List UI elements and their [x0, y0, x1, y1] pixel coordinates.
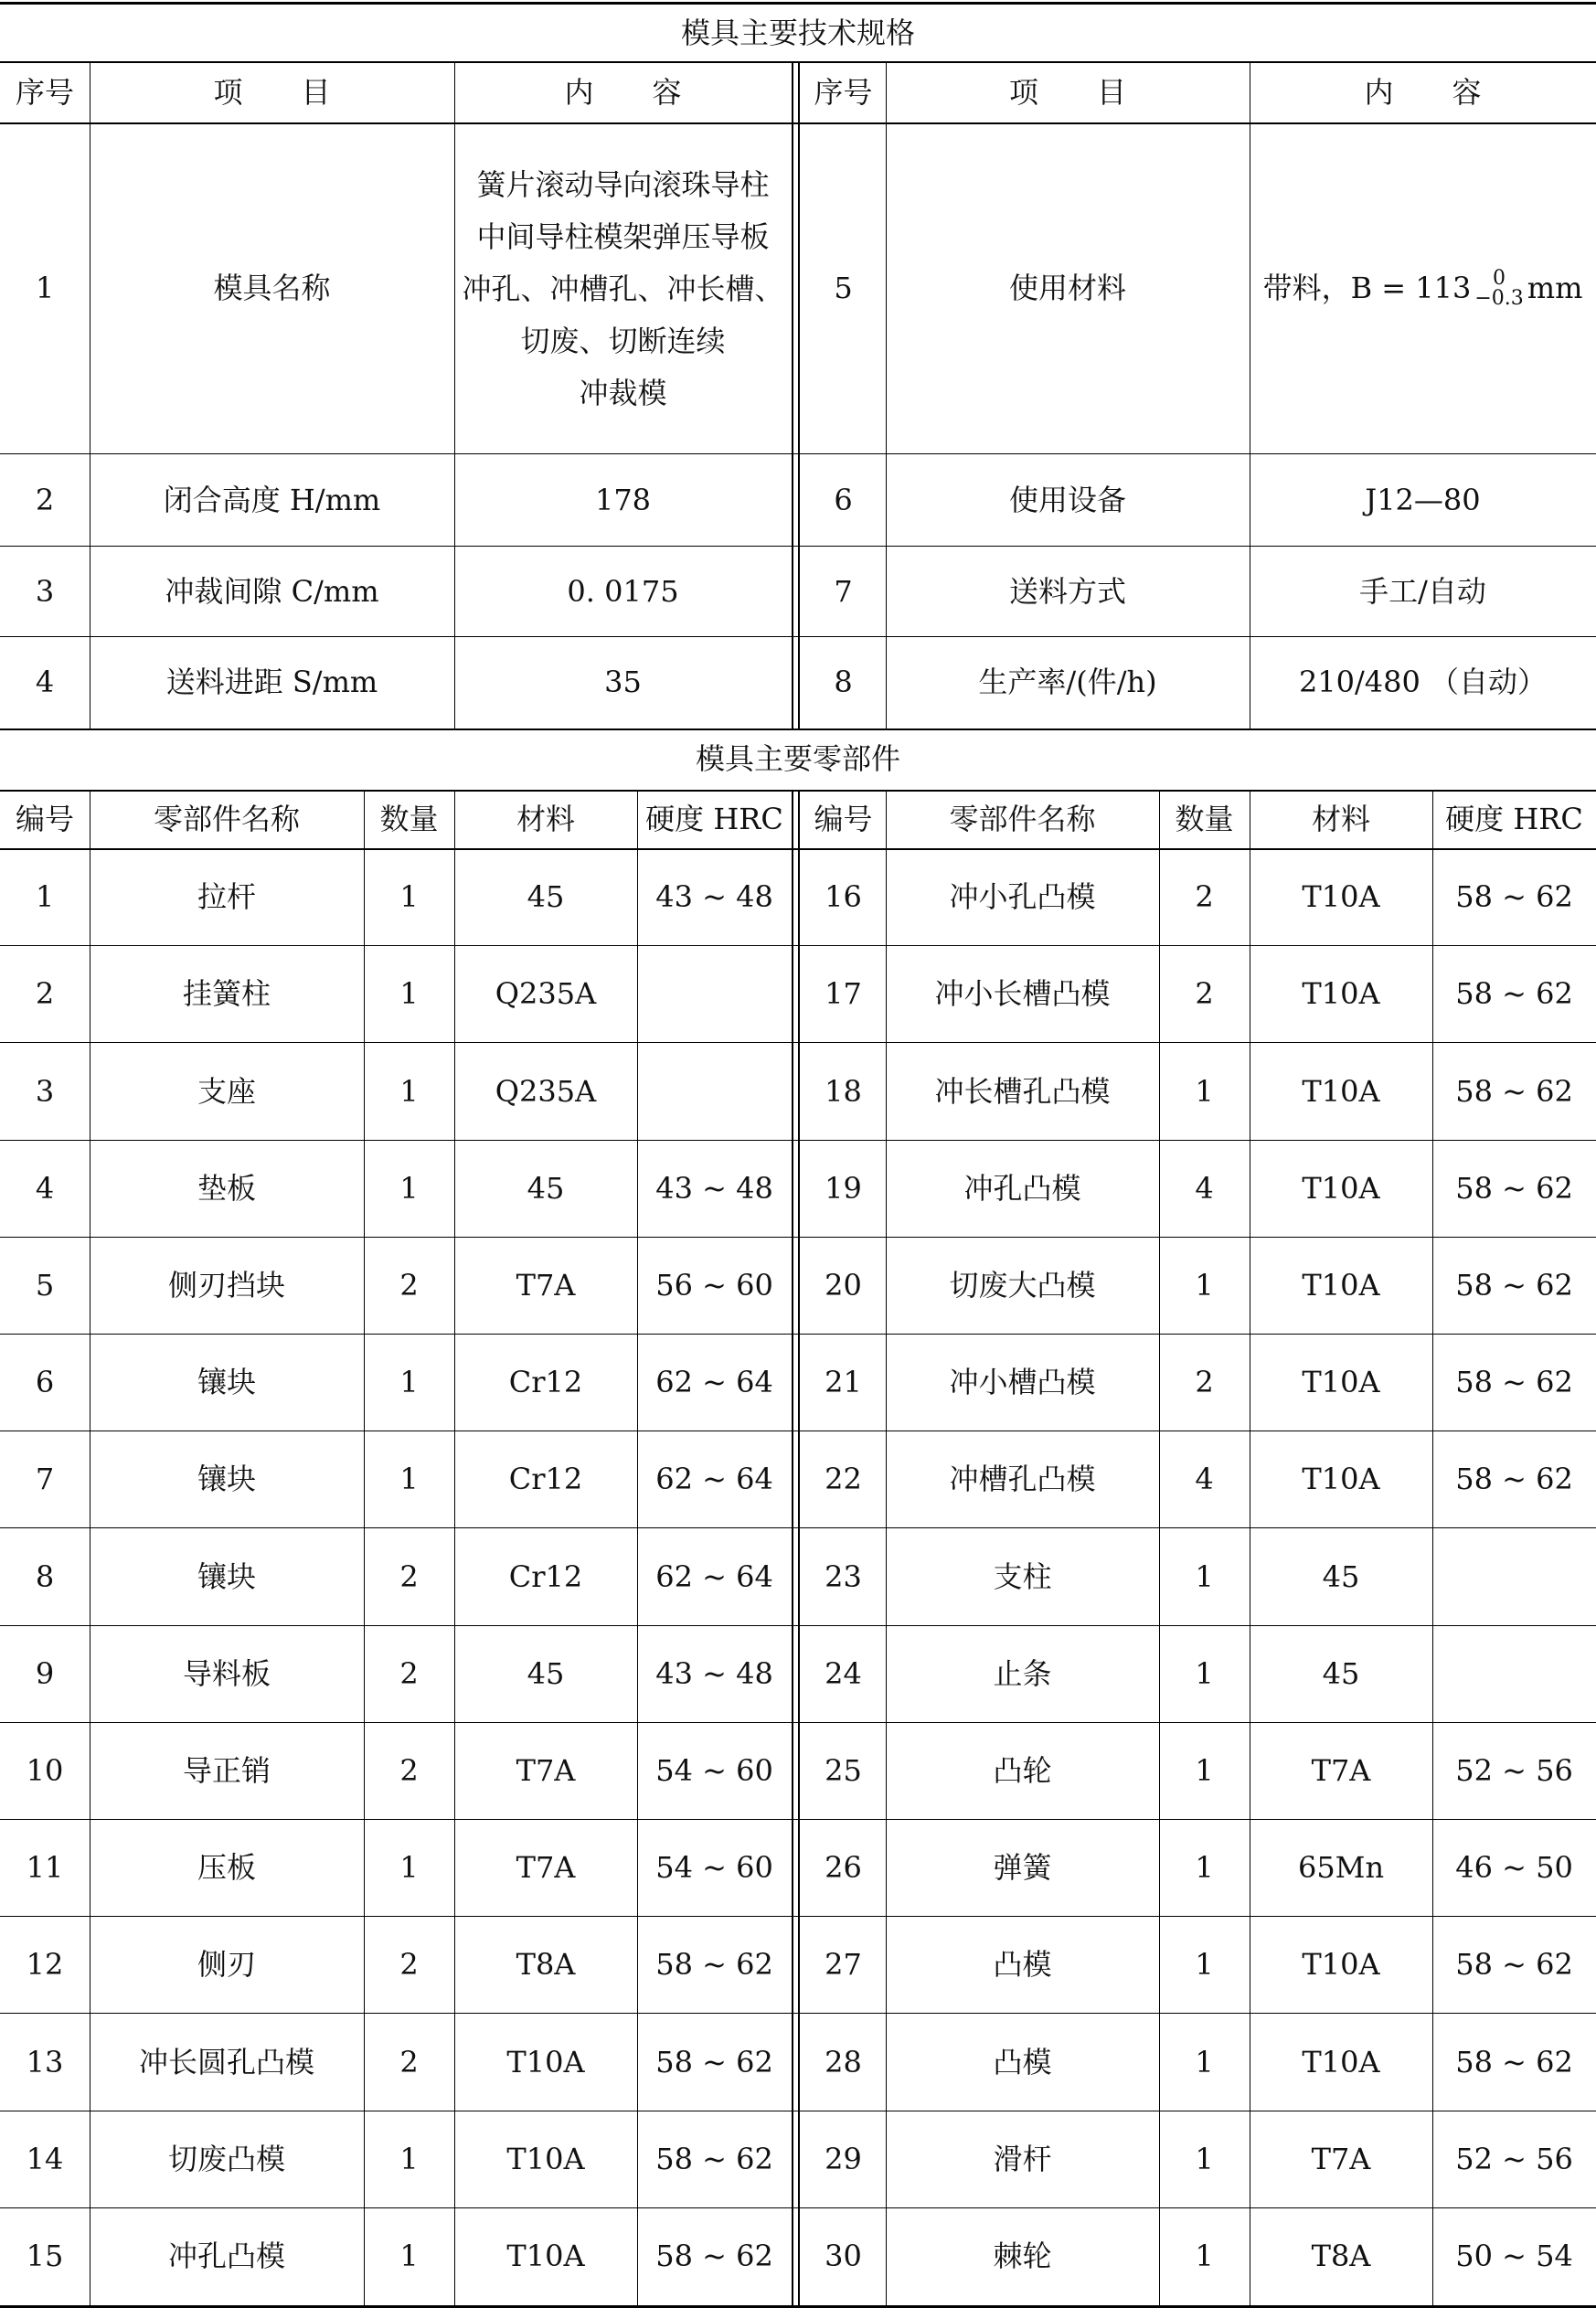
part-name: 凸轮 [993, 1753, 1052, 1789]
part-qty: 1 [399, 1365, 419, 1400]
part-hardness: 58 ~ 62 [655, 1947, 773, 1983]
spec-item: 使用设备 [1008, 482, 1126, 517]
spec-item: 生产率/(件/h) [978, 665, 1157, 700]
part-hardness: 58 ~ 62 [1455, 1073, 1573, 1109]
part-material: T10A [1302, 1365, 1380, 1400]
part-hardness: 46 ~ 50 [1455, 1850, 1573, 1886]
part-qty: 1 [1195, 1947, 1214, 1983]
material-text: 带料，B = 113 [1262, 271, 1472, 306]
part-no: 11 [26, 1850, 64, 1886]
spec-no: 1 [35, 271, 55, 306]
part-no: 25 [825, 1753, 862, 1789]
column-line [1432, 791, 1433, 2305]
part-material: 45 [1322, 1656, 1360, 1692]
part-name: 棘轮 [993, 2239, 1052, 2274]
part-no: 13 [26, 2044, 64, 2079]
part-hardness: 58 ~ 62 [655, 2044, 773, 2079]
part-name: 冲小孔凸模 [949, 879, 1096, 915]
part-hardness: 58 ~ 62 [1455, 1462, 1573, 1497]
part-hardness: 52 ~ 56 [1455, 1753, 1573, 1789]
column-line [886, 791, 887, 2305]
part-qty: 1 [1195, 1073, 1214, 1109]
part-qty: 2 [399, 1656, 419, 1692]
column-line [637, 791, 638, 2305]
part-material: T10A [1302, 1947, 1380, 1983]
part-hardness [1432, 1528, 1596, 1626]
part-qty: 1 [399, 1073, 419, 1109]
part-name: 侧刃挡块 [167, 1268, 285, 1303]
part-name: 支座 [197, 1073, 256, 1109]
part-material: 45 [527, 879, 565, 915]
parts-header-cell: 数量 [379, 802, 439, 837]
spec-item: 闭合高度 H/mm [163, 482, 381, 517]
parts-header-cell: 硬度 HRC [1445, 802, 1583, 837]
part-hardness: 50 ~ 54 [1455, 2239, 1573, 2274]
mold-name-line: 冲孔、冲槽孔、冲长槽、 [462, 271, 784, 306]
part-material: T8A [516, 1947, 576, 1983]
part-hardness: 58 ~ 62 [1455, 1947, 1573, 1983]
column-line [1159, 791, 1160, 2305]
part-qty: 2 [399, 1947, 419, 1983]
spec-item: 冲裁间隙 C/mm [165, 573, 379, 609]
mold-name-line: 切废、切断连续 [520, 323, 726, 358]
part-qty: 1 [399, 1171, 419, 1207]
spec-content: 210/480 （自动） [1298, 665, 1548, 700]
part-qty: 2 [1195, 976, 1214, 1012]
part-qty: 1 [1195, 1656, 1214, 1692]
parts-header-cell: 编号 [15, 802, 74, 837]
part-qty: 1 [1195, 2239, 1214, 2274]
part-no: 3 [35, 1073, 55, 1109]
part-name: 冲小长槽凸模 [934, 976, 1111, 1012]
part-material: T7A [516, 1268, 576, 1303]
part-no: 5 [35, 1268, 55, 1303]
part-no: 30 [825, 2239, 862, 2274]
spec-content-mold-name [454, 123, 792, 454]
part-no: 20 [825, 1268, 862, 1303]
tolerance-upper: 0 [1493, 267, 1506, 290]
parts-table-title: 模具主要零部件 [695, 741, 900, 776]
part-material: T10A [1302, 1171, 1380, 1207]
spec-no: 5 [834, 271, 853, 306]
part-material: T7A [516, 1753, 576, 1789]
part-material: T10A [506, 2044, 585, 2079]
part-qty: 2 [1195, 1365, 1214, 1400]
part-name: 冲孔凸模 [167, 2239, 285, 2274]
part-hardness: 58 ~ 62 [1455, 1268, 1573, 1303]
spec-no: 6 [834, 482, 853, 517]
part-qty: 1 [399, 1850, 419, 1886]
part-hardness: 62 ~ 64 [655, 1462, 773, 1497]
part-hardness: 58 ~ 62 [1455, 2044, 1573, 2079]
part-name: 切废凸模 [167, 2142, 285, 2177]
part-name: 挂簧柱 [182, 976, 271, 1012]
part-no: 10 [26, 1753, 64, 1789]
spec-content: 178 [594, 482, 652, 517]
part-qty: 2 [399, 1753, 419, 1789]
spec-no: 3 [35, 573, 55, 609]
part-hardness [637, 1043, 792, 1141]
part-material: T7A [1311, 2142, 1371, 2177]
part-qty: 4 [1195, 1462, 1214, 1497]
spec-header-cell: 项 目 [213, 74, 331, 110]
spec-item: 模具名称 [213, 271, 331, 306]
part-no: 18 [825, 1073, 862, 1109]
part-no: 19 [825, 1171, 862, 1207]
part-hardness: 62 ~ 64 [655, 1558, 773, 1594]
part-name: 压板 [197, 1850, 256, 1886]
part-no: 4 [35, 1171, 55, 1207]
spec-item: 使用材料 [1008, 271, 1126, 306]
part-name: 凸模 [993, 1947, 1052, 1983]
part-no: 2 [35, 976, 55, 1012]
part-material: 45 [527, 1171, 565, 1207]
part-hardness: 58 ~ 62 [1455, 976, 1573, 1012]
part-material: T10A [1302, 1073, 1380, 1109]
part-material: Cr12 [508, 1365, 583, 1400]
parts-header-cell: 材料 [1311, 802, 1370, 837]
column-line [798, 791, 800, 2305]
part-qty: 1 [1195, 1850, 1214, 1886]
column-line [792, 791, 793, 2305]
part-hardness [1432, 1626, 1596, 1723]
part-no: 9 [35, 1656, 55, 1692]
part-material: T10A [1302, 2044, 1380, 2079]
part-no: 6 [35, 1365, 55, 1400]
column-line [886, 62, 887, 729]
spec-item: 送料方式 [1008, 573, 1126, 609]
part-no: 14 [26, 2142, 64, 2177]
parts-header-cell: 材料 [516, 802, 575, 837]
mold-name-line: 冲裁模 [579, 375, 667, 410]
column-line [454, 791, 455, 2305]
part-name: 镶块 [197, 1365, 256, 1400]
part-material: T10A [1302, 976, 1380, 1012]
part-material: T7A [1311, 1753, 1371, 1789]
parts-header-cell: 数量 [1175, 802, 1234, 837]
parts-header-cell: 编号 [814, 802, 873, 837]
part-no: 7 [35, 1462, 55, 1497]
tolerance-stack [1474, 269, 1523, 309]
part-no: 29 [825, 2142, 862, 2177]
part-hardness: 58 ~ 62 [1455, 1365, 1573, 1400]
column-line [792, 62, 793, 729]
spec-no: 2 [35, 482, 55, 517]
part-name: 凸模 [993, 2044, 1052, 2079]
part-name: 导料板 [182, 1656, 271, 1692]
part-material: 45 [1322, 1558, 1360, 1594]
part-material: T8A [1311, 2239, 1371, 2274]
part-no: 1 [35, 879, 55, 915]
part-no: 23 [825, 1558, 862, 1594]
part-qty: 2 [399, 1268, 419, 1303]
part-no: 22 [825, 1462, 862, 1497]
part-qty: 1 [1195, 1753, 1214, 1789]
spec-content: J12—80 [1365, 482, 1481, 517]
part-name: 冲孔凸模 [963, 1171, 1081, 1207]
part-qty: 1 [399, 1462, 419, 1497]
spec-header-cell: 项 目 [1008, 74, 1126, 110]
part-material: T10A [1302, 1268, 1380, 1303]
part-qty: 2 [399, 2044, 419, 2079]
part-hardness: 54 ~ 60 [655, 1850, 773, 1886]
part-name: 侧刃 [197, 1947, 256, 1983]
spec-no: 7 [834, 573, 853, 609]
part-no: 24 [825, 1656, 862, 1692]
part-name: 滑杆 [993, 2142, 1052, 2177]
rule-line [0, 2, 1596, 5]
spec-no: 4 [35, 665, 55, 700]
spec-no: 8 [834, 665, 853, 700]
part-no: 28 [825, 2044, 862, 2079]
part-hardness: 58 ~ 62 [655, 2142, 773, 2177]
part-hardness: 43 ~ 48 [655, 1171, 773, 1207]
part-material: T10A [506, 2142, 585, 2177]
part-no: 12 [26, 1947, 64, 1983]
part-material: T10A [1302, 879, 1380, 915]
part-hardness: 58 ~ 62 [1455, 879, 1573, 915]
part-hardness: 58 ~ 62 [655, 2239, 773, 2274]
rule-line [0, 729, 1596, 730]
part-material: Cr12 [508, 1462, 583, 1497]
part-qty: 1 [399, 976, 419, 1012]
spec-content: 手工/自动 [1359, 573, 1486, 609]
part-no: 26 [825, 1850, 862, 1886]
part-material: 65Mn [1297, 1850, 1385, 1886]
mold-name-line: 中间导柱模架弹压导板 [476, 218, 770, 254]
spec-content-material [1250, 123, 1596, 454]
part-qty: 2 [399, 1558, 419, 1594]
spec-header-cell: 内 容 [1364, 74, 1482, 110]
part-no: 21 [825, 1365, 862, 1400]
part-qty: 1 [399, 2142, 419, 2177]
column-line [454, 62, 455, 729]
part-name: 切废大凸模 [949, 1268, 1096, 1303]
part-material: T10A [1302, 1462, 1380, 1497]
part-qty: 1 [1195, 2044, 1214, 2079]
spec-header-cell: 内 容 [564, 74, 682, 110]
spec-header-cell: 序号 [15, 74, 74, 110]
part-qty: 4 [1195, 1171, 1214, 1207]
part-no: 17 [825, 976, 862, 1012]
part-qty: 1 [1195, 1558, 1214, 1594]
part-material: Q235A [495, 976, 597, 1012]
part-material: Q235A [495, 1073, 597, 1109]
material-unit: mm [1527, 271, 1583, 306]
part-qty: 1 [399, 879, 419, 915]
part-name: 止条 [993, 1656, 1052, 1692]
part-material: T10A [506, 2239, 585, 2274]
spec-header-cell: 序号 [814, 74, 873, 110]
part-no: 16 [825, 879, 862, 915]
part-name: 导正销 [182, 1753, 271, 1789]
part-material: Cr12 [508, 1558, 583, 1594]
spec-table-title: 模具主要技术规格 [680, 16, 915, 50]
parts-header-cell: 零部件名称 [949, 802, 1096, 837]
part-material: 45 [527, 1656, 565, 1692]
part-name: 垫板 [197, 1171, 256, 1207]
part-name: 镶块 [197, 1462, 256, 1497]
part-qty: 1 [399, 2239, 419, 2274]
part-no: 8 [35, 1558, 55, 1594]
spec-content: 0. 0175 [567, 573, 679, 609]
part-hardness: 43 ~ 48 [655, 1656, 773, 1692]
column-line [364, 791, 365, 2305]
part-qty: 2 [1195, 879, 1214, 915]
part-hardness: 43 ~ 48 [655, 879, 773, 915]
part-hardness: 58 ~ 62 [1455, 1171, 1573, 1207]
part-no: 27 [825, 1947, 862, 1983]
part-no: 15 [26, 2239, 64, 2274]
part-name: 支柱 [993, 1558, 1052, 1594]
part-name: 冲长槽孔凸模 [934, 1073, 1111, 1109]
part-name: 冲槽孔凸模 [949, 1462, 1096, 1497]
spec-content: 35 [604, 665, 642, 700]
part-name: 镶块 [197, 1558, 256, 1594]
column-line [798, 62, 800, 729]
parts-header-cell: 零部件名称 [153, 802, 300, 837]
part-name: 冲小槽凸模 [949, 1365, 1096, 1400]
parts-header-cell: 硬度 HRC [645, 802, 783, 837]
part-hardness: 52 ~ 56 [1455, 2142, 1573, 2177]
part-material: T7A [516, 1850, 576, 1886]
part-hardness [637, 946, 792, 1043]
part-name: 弹簧 [993, 1850, 1052, 1886]
part-qty: 1 [1195, 1268, 1214, 1303]
spec-item: 送料进距 S/mm [165, 665, 378, 700]
part-qty: 1 [1195, 2142, 1214, 2177]
tolerance-lower: −0.3 [1474, 287, 1524, 310]
part-hardness: 62 ~ 64 [655, 1365, 773, 1400]
part-hardness: 56 ~ 60 [655, 1268, 773, 1303]
mold-name-line: 簧片滚动导向滚珠导柱 [476, 166, 770, 202]
part-name: 拉杆 [197, 879, 256, 915]
part-name: 冲长圆孔凸模 [138, 2044, 314, 2079]
part-hardness: 54 ~ 60 [655, 1753, 773, 1789]
